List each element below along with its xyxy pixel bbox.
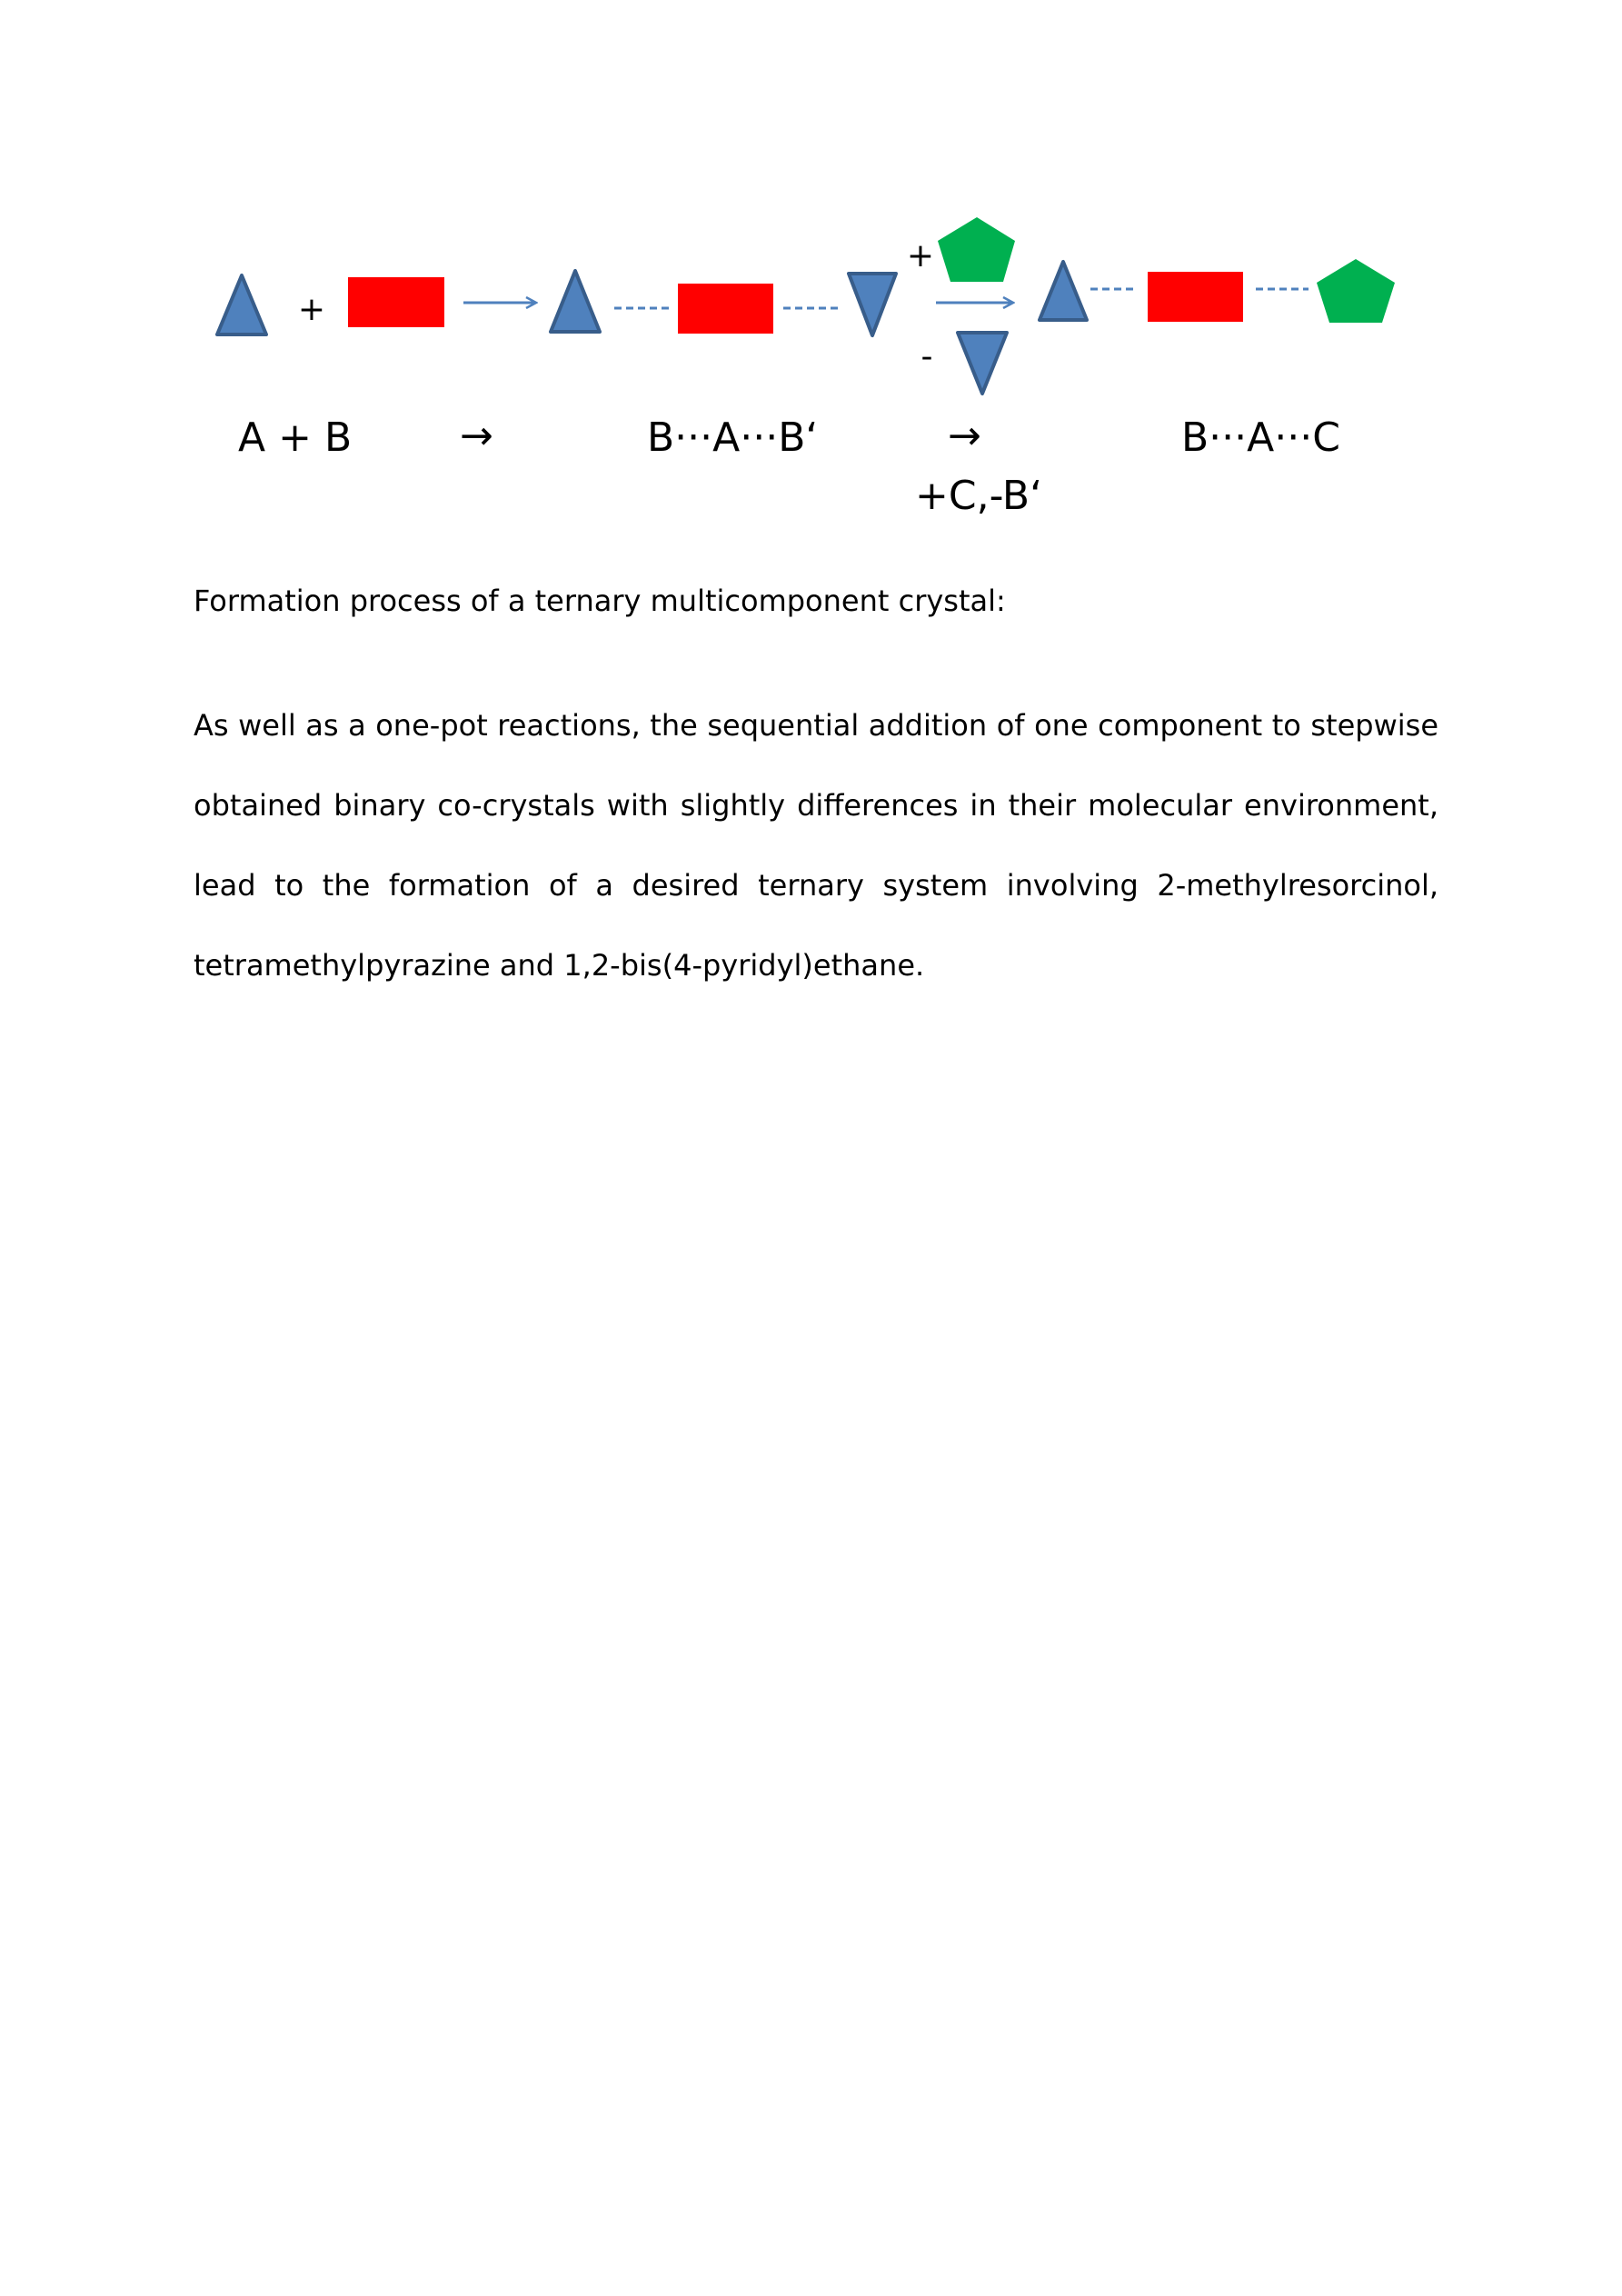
component-c-pentagon	[1317, 259, 1395, 323]
reactants-label: A + B	[238, 414, 353, 461]
exchange-label: +C,-B‘	[915, 473, 1043, 519]
body-paragraph: As well as a one-pot reactions, the sequential addition of one component to stepwise obtained binary co-crystals with slightly differences in their molecular environment, lead to the formation of a desired ternary system involving 2-methylresorcinol, tetramethylpyrazine and 1,2-bis(4-pyridyl)ethane.	[194, 708, 1438, 983]
component-b-prime-triangle	[849, 274, 896, 335]
component-b-prime-triangle	[958, 333, 1007, 394]
component-b-rectangle	[678, 284, 773, 334]
minus-sign: -	[920, 338, 933, 375]
plus-sign: +	[297, 291, 326, 328]
figure-caption: Formation process of a ternary multicomponent crystal:	[194, 584, 1006, 618]
reaction-arrow-label: →	[948, 413, 981, 459]
intermediate-label: B···A···B‘	[647, 414, 819, 461]
component-a-triangle	[217, 275, 266, 334]
plus-sign: +	[906, 237, 935, 275]
component-a-triangle	[1040, 262, 1087, 320]
component-c-pentagon	[938, 217, 1015, 282]
component-b-rectangle	[348, 277, 444, 327]
reaction-scheme	[0, 0, 1622, 545]
reaction-arrow-label: →	[460, 413, 493, 459]
component-a-triangle	[551, 271, 600, 332]
component-b-rectangle	[1148, 272, 1243, 322]
product-label: B···A···C	[1181, 414, 1340, 461]
